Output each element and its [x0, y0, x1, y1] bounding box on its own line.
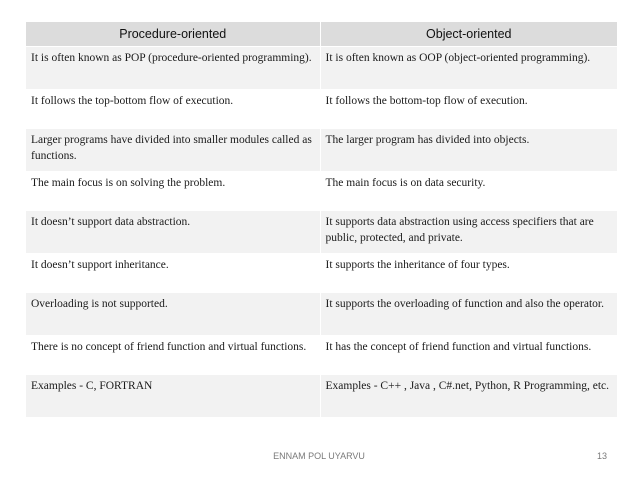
page-number: 13	[596, 451, 607, 461]
table-cell-pop: It doesn’t support data abstraction.	[26, 211, 320, 254]
table-cell-oop: The larger program has divided into objects.	[320, 129, 617, 172]
table-cell-oop: Examples - C++ , Java , C#.net, Python, R Programming, etc.	[320, 375, 617, 418]
table-cell-oop: It supports the overloading of function and also the operator.	[320, 293, 617, 336]
footer-text: ENNAM POL UYARVU	[273, 451, 365, 461]
table-cell-pop: Examples - C, FORTRAN	[26, 375, 320, 418]
table-cell-pop: There is no concept of friend function and virtual functions.	[26, 336, 320, 375]
table-cell-pop: It follows the top-bottom flow of execution.	[26, 90, 320, 129]
table-row	[26, 172, 617, 211]
table-row	[26, 47, 617, 90]
table-row	[26, 375, 617, 418]
table-cell-pop: Larger programs have divided into smaller modules called as functions.	[26, 129, 320, 172]
table-header-row	[26, 22, 617, 47]
table-cell-oop: It follows the bottom-top flow of execution.	[320, 90, 617, 129]
table-cell-oop: It supports data abstraction using access specifiers that are public, protected, and private.	[320, 211, 617, 254]
column-header-object-oriented: Object-oriented	[320, 22, 617, 47]
table-row	[26, 90, 617, 129]
table-row	[26, 211, 617, 254]
table-cell-pop: Overloading is not supported.	[26, 293, 320, 336]
table-cell-oop: It has the concept of friend function and virtual functions.	[320, 336, 617, 375]
table-cell-oop: It is often known as OOP (object-oriented programming).	[320, 47, 617, 90]
table-cell-oop: The main focus is on data security.	[320, 172, 617, 211]
table-row	[26, 293, 617, 336]
slide-footer	[0, 451, 638, 465]
table-row	[26, 254, 617, 293]
table-cell-pop: The main focus is on solving the problem.	[26, 172, 320, 211]
table-row	[26, 129, 617, 172]
comparison-table	[26, 22, 617, 417]
table-cell-oop: It supports the inheritance of four types.	[320, 254, 617, 293]
table-cell-pop: It is often known as POP (procedure-oriented programming).	[26, 47, 320, 90]
column-header-procedure-oriented: Procedure-oriented	[26, 22, 320, 47]
table-row	[26, 336, 617, 375]
table-cell-pop: It doesn’t support inheritance.	[26, 254, 320, 293]
